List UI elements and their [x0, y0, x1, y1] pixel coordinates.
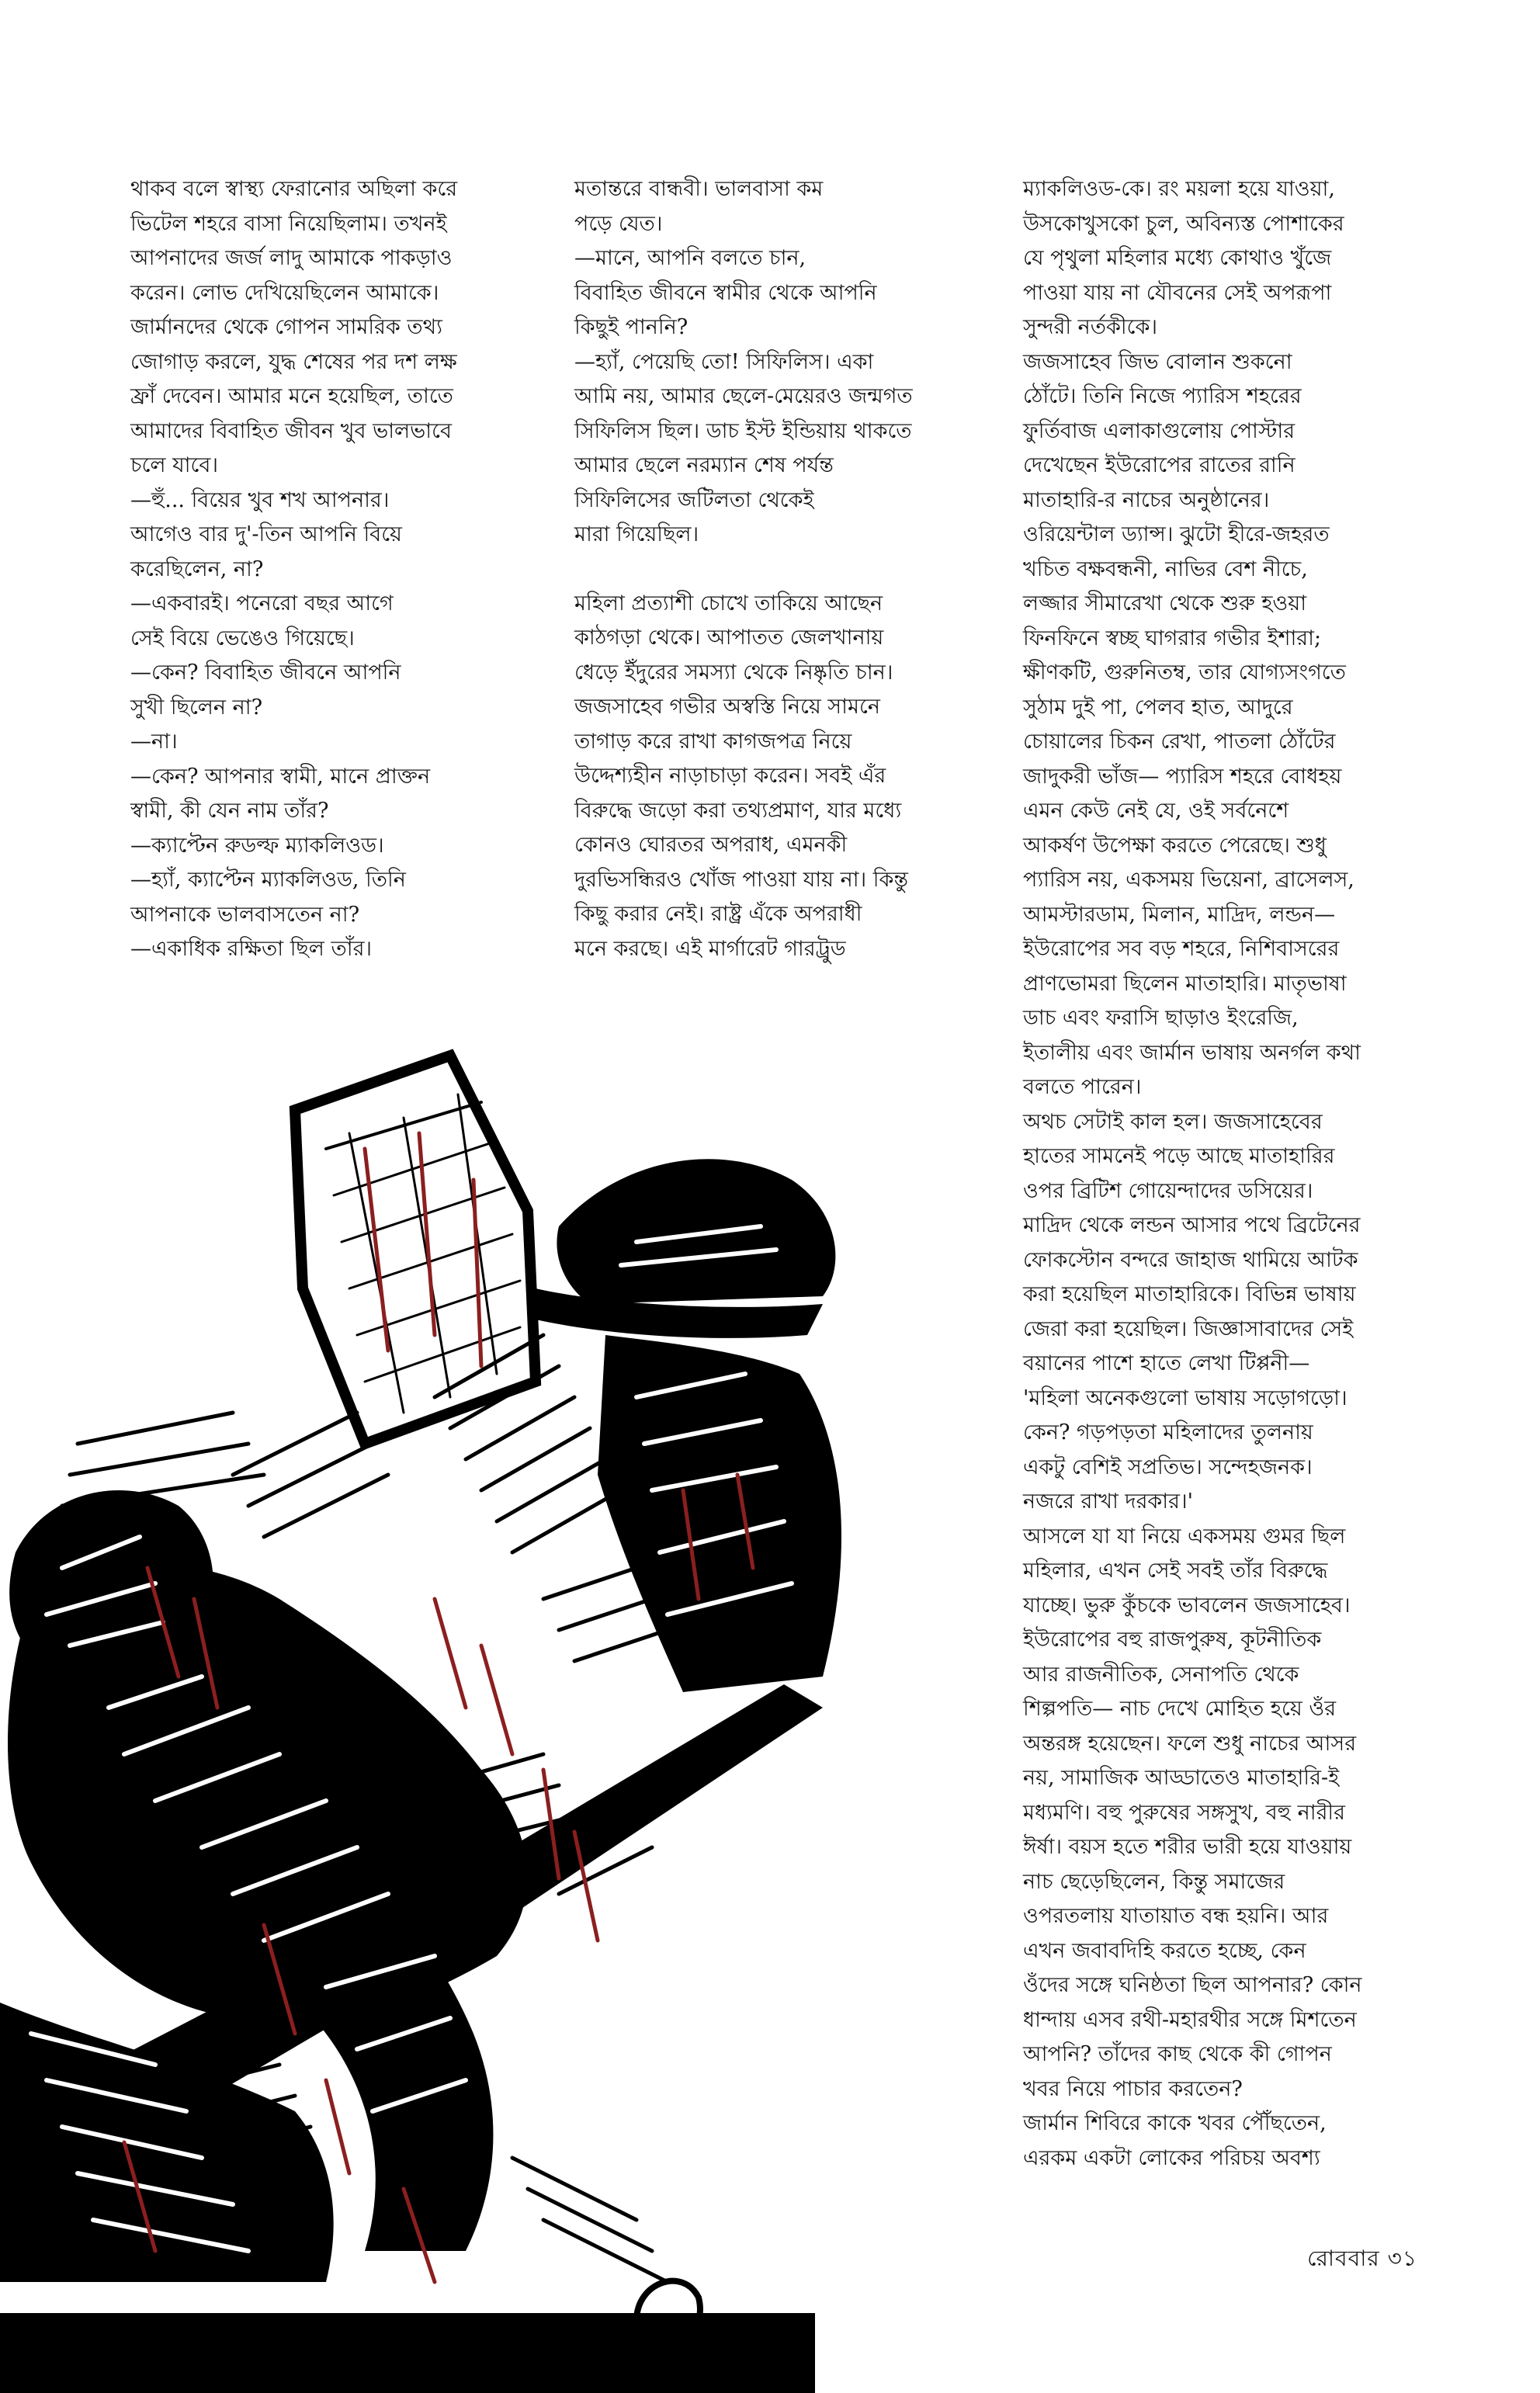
column-left-text: থাকব বলে স্বাস্থ্য ফেরানোর অছিলা করে ভিটেল শহরে বাসা নিয়েছিলাম। তখনই আপনাদের জর্জ লাদু আমাকে পাকড়াও করেন। লোভ দেখিয়েছিলেন আমাকে। জার্মানদের থেকে গোপন সামরিক তথ্য জোগাড় করলে, যুদ্ধ শেষের পর দশ লক্ষ ফ্রাঁ দেবেন। আমার মনে হয়েছিল, তাতে আমাদের বিবাহিত জীবন খুব ভালভাবে চলে যাবে। —হুঁ... বিয়ের খুব শখ আপনার। আগেও বার দু'-তিন আপনি বিয়ে করেছিলেন, না? —একবারই। পনেরো বছর আগে সেই বিয়ে ভেঙেও গিয়েছে। —কেন? বিবাহিত জীবনে আপনি সুখী ছিলেন না? —না। —কেন? আপনার স্বামী, মানে প্রাক্তন স্বামী, কী যেন নাম তাঁর? —ক্যাপ্টেন রুডল্ফ ম্যাকলিওড। —হ্যাঁ, ক্যাপ্টেন ম্যাকলিওড, তিনি আপনাকে ভালবাসতেন না? —একাধিক রক্ষিতা ছিল তাঁর।	[130, 177, 458, 961]
text-column-right	[1023, 172, 1419, 2176]
column-middle-text-2: মহিলা প্রত্যাশী চোখে তাকিয়ে আছেন কাঠগড়া থেকে। আপাতত জেলখানায় ধেড়ে ইঁদুরের সমস্যা থেকে নিষ্কৃতি চান। জজসাহেব গভীর অস্বস্তি নিয়ে সামনে তাগাড় করে রাখা কাগজপত্র নিয়ে উদ্দেশ্যহীন নাড়াচাড়া করেন। সবই এঁর বিরুদ্ধে জড়ো করা তথ্যপ্রমাণ, যার মধ্যে কোনও ঘোরতর অপরাধ, এমনকী দুরভিসন্ধিরও খোঁজ পাওয়া যায় না। কিন্তু কিছু করার নেই। রাষ্ট্র এঁকে অপরাধী মনে করছে। এই মার্গারেট গারট্রুড	[574, 591, 909, 961]
text-column-middle	[574, 172, 978, 966]
text-column-left	[130, 172, 519, 967]
page-folio: রোববার ৩১	[1307, 2246, 1417, 2271]
column-right-text: ম্যাকলিওড-কে। রং ময়লা হয়ে যাওয়া, উসকোখুসকো চুল, অবিন্যস্ত পোশাকের যে পৃথুলা মহিলার মধ্যে কোথাও খুঁজে পাওয়া যায় না যৌবনের সেই অপরূপা সুন্দরী নর্তকীকে। জজসাহেব জিভ বোলান শুকনো ঠোঁটে। তিনি নিজে প্যারিস শহরের ফুর্তিবাজ এলাকাগুলোয় পোস্টার দেখেছেন ইউরোপের রাতের রানি মাতাহারি-র নাচের অনুষ্ঠানের। ওরিয়েন্টাল ড্যান্স। ঝুটো হীরে-জহরত খচিত বক্ষবন্ধনী, নাভির বেশ নীচে, লজ্জার সীমারেখা থেকে শুরু হওয়া ফিনফিনে স্বচ্ছ ঘাগরার গভীর ইশারা; ক্ষীণকটি, গুরুনিতম্ব, তার যোগ্যসংগতে সুঠাম দুই পা, পেলব হাত, আদুরে চোয়ালের চিকন রেখা, পাতলা ঠোঁটের জাদুকরী ভাঁজ— প্যারিস শহরে বোধহয় এমন কেউ নেই যে, ওই সর্বনেশে আকর্ষণ উপেক্ষা করতে পেরেছে। শুধু প্যারিস নয়, একসময় ভিয়েনা, ব্রাসেলস, আমস্টারডাম, মিলান, মাদ্রিদ, লন্ডন— ইউরোপের সব বড় শহরে, নিশিবাসরের প্রাণভোমরা ছিলেন মাতাহারি। মাতৃভাষা ডাচ এবং ফরাসি ছাড়াও ইংরেজি, ইতালীয় এবং জার্মান ভাষায় অনর্গল কথা বলতে পারেন। অথচ সেটাই কাল হল। জজসাহেবের হাতের সামনেই পড়ে আছে মাতাহারির ওপর ব্রিটিশ গোয়েন্দাদের ডসিয়ের। মাদ্রিদ থেকে লন্ডন আসার পথে ব্রিটেনের ফোকস্টোন বন্দরে জাহাজ থামিয়ে আটক করা হয়েছিল মাতাহারিকে। বিভিন্ন ভাষায় জেরা করা হয়েছিল। জিজ্ঞাসাবাদের সেই বয়ানের পাশে হাতে লেখা টিপ্পনী— 'মহিলা অনেকগুলো ভাষায় সড়োগড়ো। কেন? গড়পড়তা মহিলাদের তুলনায় একটু বেশিই সপ্রতিভ। সন্দেহজনক। নজরে রাখা দরকার।' আসলে যা যা নিয়ে একসময় গুমর ছিল মহিলার, এখন সেই সবই তাঁর বিরুদ্ধে যাচ্ছে। ভুরু কুঁচকে ভাবলেন জজসাহেব। ইউরোপের বহু রাজপুরুষ, কূটনীতিক আর রাজনীতিক, সেনাপতি থেকে শিল্পপতি— নাচ দেখে মোহিত হয়ে ওঁর অন্তরঙ্গ হয়েছেন। ফলে শুধু নাচের আসর নয়, সামাজিক আড্ডাতেও মাতাহারি-ই মধ্যমণি। বহু পুরুষের সঙ্গসুখ, বহু নারীর ঈর্ষা। বয়স হতে শরীর ভারী হয়ে যাওয়ায় নাচ ছেড়েছিলেন, কিন্তু সমাজের ওপরতলায় যাতায়াত বন্ধ হয়নি। আর এখন জবাবদিহি করতে হচ্ছে, কেন ওঁদের সঙ্গে ঘনিষ্ঠতা ছিল আপনার? কোন ধান্দায় এসব রথী-মহারথীর সঙ্গে মিশতেন আপনি? তাঁদের কাছ থেকে কী গোপন খবর নিয়ে পাচার করতেন? জার্মান শিবিরে কাকে খবর পৌঁছতেন, এরকম একটা লোকের পরিচয় অবশ্য	[1023, 177, 1362, 2170]
illustration-window-frame	[295, 1056, 536, 1444]
illustration-dark-masses	[0, 1159, 841, 2393]
column-middle-text-1: মতান্তরে বান্ধবী। ভালবাসা কম পড়ে যেত। —মানে, আপনি বলতে চান, বিবাহিত জীবনে স্বামীর থেকে আপনি কিছুই পাননি? —হ্যাঁ, পেয়েছি তো! সিফিলিস। একা আমি নয়, আমার ছেলে-মেয়েরও জন্মগত সিফিলিস ছিল। ডাচ ইস্ট ইন্ডিয়ায় থাকতে আমার ছেলে নরম্যান শেষ পর্যন্ত সিফিলিসের জটিলতা থেকেই মারা গিয়েছিল।	[574, 177, 913, 546]
courtroom-illustration	[0, 1009, 1009, 2393]
